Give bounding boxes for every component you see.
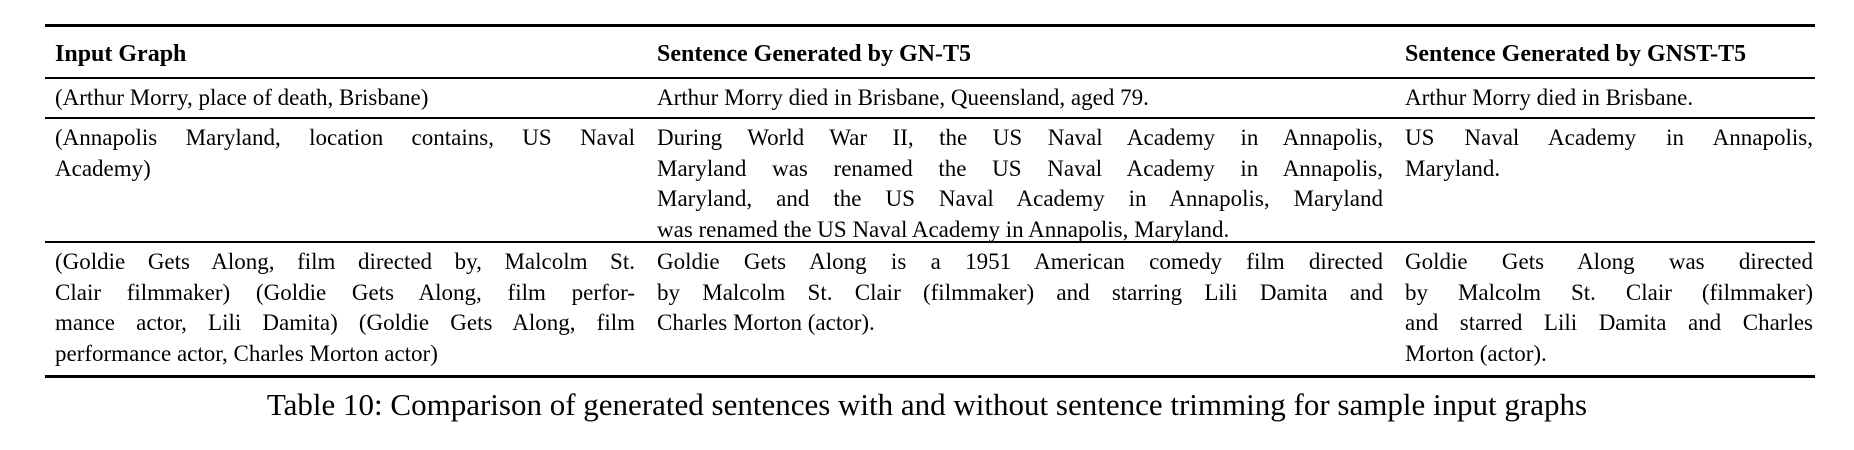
cell-text-line: performance actor, Charles Morton actor) xyxy=(55,340,438,366)
cell-text-line: (Goldie Gets Along, film directed by, Malcolm St. xyxy=(55,249,635,274)
cell-text-line: (Arthur Morry, place of death, Brisbane) xyxy=(55,85,429,110)
cell-text-line: Goldie Gets Along is a 1951 American comedy film directed xyxy=(657,249,1383,274)
cell-text-line: Maryland was renamed the US Naval Academy in Annapolis, xyxy=(657,155,1383,181)
cell-text-line: Arthur Morry died in Brisbane, Queensland, aged 79. xyxy=(657,85,1149,110)
cell-text-line: and starred Lili Damita and Charles xyxy=(1405,310,1813,335)
column-header-gnst-t5: Sentence Generated by GNST-T5 xyxy=(1405,41,1747,67)
comparison-table xyxy=(45,24,1815,378)
cell-gnst-t5-sentence xyxy=(1395,119,1815,241)
cell-gnst-t5-sentence xyxy=(1395,243,1815,375)
cell-gn-t5-sentence xyxy=(645,119,1395,241)
cell-text-line: Morton (actor). xyxy=(1405,340,1547,366)
table-row xyxy=(45,119,1815,243)
cell-input-graph xyxy=(45,119,645,241)
cell-input-graph xyxy=(45,243,645,375)
column-header-gn-t5: Sentence Generated by GN-T5 xyxy=(657,41,971,67)
cell-text-line: (Annapolis Maryland, location contains, US Naval xyxy=(55,125,635,150)
cell-gnst-t5-sentence xyxy=(1395,79,1815,117)
cell-text-line: Clair filmmaker) (Goldie Gets Along, film perfor- xyxy=(55,279,635,305)
cell-text-line: Maryland. xyxy=(1405,155,1501,181)
cell-gn-t5-sentence xyxy=(645,243,1395,375)
table-caption: Table 10: Comparison of generated sentences with and without sentence trimming for sample input graphs xyxy=(266,387,1588,422)
cell-text-line: US Naval Academy in Annapolis, xyxy=(1405,125,1813,150)
cell-input-graph xyxy=(45,79,645,117)
table-row xyxy=(45,79,1815,119)
cell-text-line: mance actor, Lili Damita) (Goldie Gets Along, film xyxy=(55,310,635,335)
cell-text-line: by Malcolm St. Clair (filmmaker) and starring Lili Damita and xyxy=(657,279,1383,305)
cell-text-line: by Malcolm St. Clair (filmmaker) xyxy=(1405,279,1813,305)
cell-text-line: was renamed the US Naval Academy in Annapolis, Maryland. xyxy=(657,216,1230,241)
cell-text-line: Charles Morton (actor). xyxy=(657,310,875,335)
cell-text-line: Maryland, and the US Naval Academy in Annapolis, Maryland xyxy=(657,186,1383,211)
table-row xyxy=(45,243,1815,375)
cell-text-line: During World War II, the US Naval Academy in Annapolis, xyxy=(657,125,1383,150)
cell-gn-t5-sentence xyxy=(645,79,1395,117)
cell-text-line: Academy) xyxy=(55,155,151,181)
table-header-row xyxy=(45,27,1815,79)
cell-text-line: Arthur Morry died in Brisbane. xyxy=(1405,85,1694,110)
cell-text-line: Goldie Gets Along was directed xyxy=(1405,249,1813,274)
column-header-input-graph: Input Graph xyxy=(55,41,187,67)
